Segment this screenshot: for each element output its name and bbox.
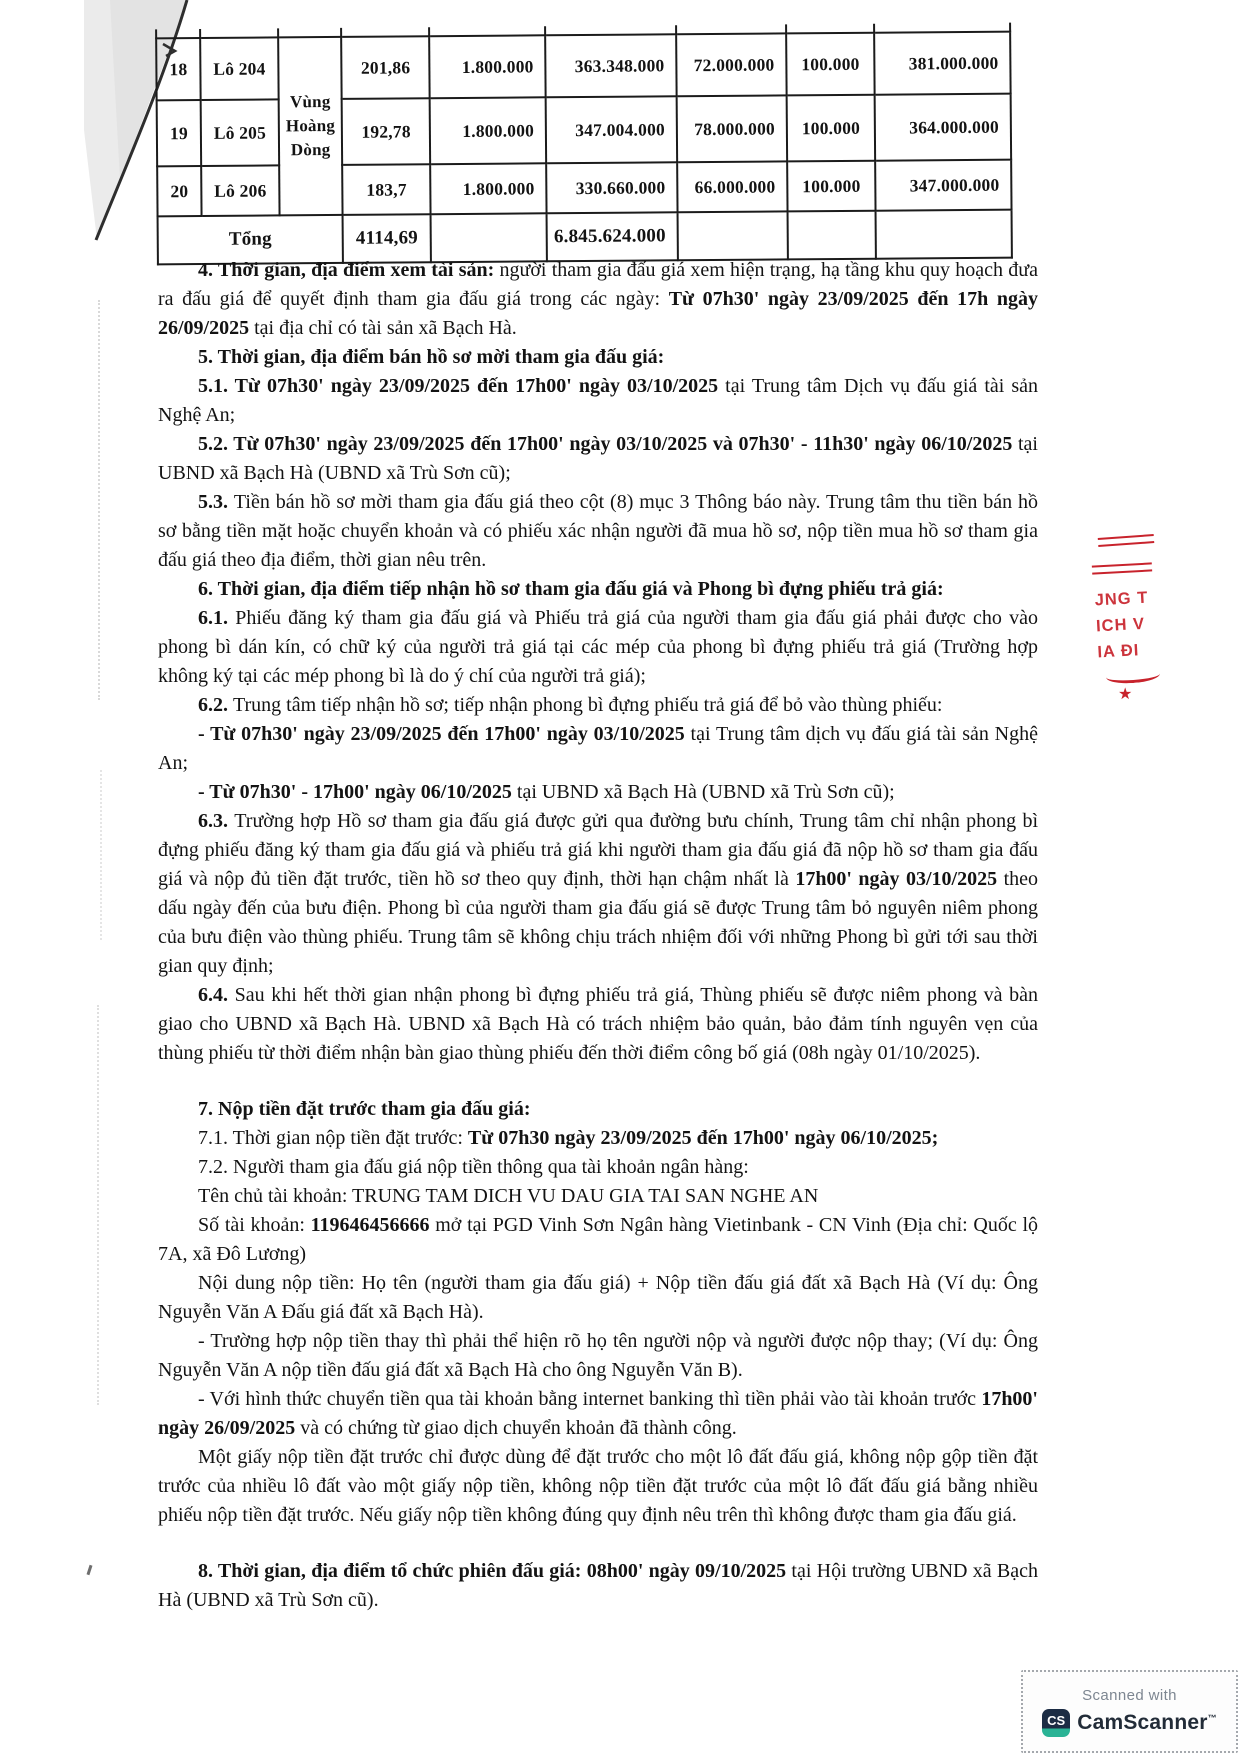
table-cell: 72.000.000	[676, 33, 786, 96]
paragraph	[158, 1443, 1038, 1530]
text-segment: 6.4.	[198, 984, 235, 1006]
paragraph	[158, 575, 1038, 604]
paragraph	[158, 720, 1038, 778]
table-cell: 6.845.624.000	[547, 212, 678, 261]
table-cell: 78.000.000	[677, 95, 788, 162]
text-segment: Tiền bán hồ sơ mời tham gia đấu giá theo cột (8) mục 3 Thông báo này. Trung tâm thu tiền bán hồ sơ bằng tiền mặt hoặc chuyển khoản và có phiếu xác nhận người đã mua hồ sơ, nộp tiền mua hồ sơ tham gia đấu giá theo địa điểm, thời gian nêu trên.	[158, 491, 1039, 571]
text-segment: Một giấy nộp tiền đặt trước chỉ được dùng để đặt trước cho một lô đất đấu giá, không nộp gộp tiền đặt trước của nhiều lô đất vào một giấy nộp tiền, không nộp tiền đặt trước của một lô đất đấu giá bằng nhiều phiếu nộp tiền đặt trước. Nếu giấy nộp tiền không đúng quy định nêu trên thì không được tham gia đấu giá.	[158, 1446, 1038, 1526]
table-cell: 201,86	[341, 36, 429, 99]
red-curve-mark	[1106, 666, 1161, 685]
paragraph	[158, 981, 1038, 1068]
camscanner-badge	[1021, 1670, 1238, 1753]
table-cell: 19	[157, 100, 202, 166]
table-cell: 18	[156, 38, 200, 100]
paragraph	[158, 691, 1038, 720]
table-cell	[156, 29, 200, 38]
table-cell: 347.000.000	[875, 160, 1011, 211]
table-cell: 1.800.000	[430, 97, 547, 164]
table-cell: 363.348.000	[545, 34, 676, 97]
red-underline-mark	[1092, 562, 1152, 574]
table-cell: 1.800.000	[430, 163, 546, 214]
text-segment: Từ 07h30 ngày 23/09/2025 đến 17h00' ngày 06/10/2025;	[467, 1127, 939, 1149]
text-segment: 5.3.	[198, 491, 234, 513]
paragraph	[158, 1124, 1038, 1153]
text-segment: Từ 07h30' ngày 23/09/2025 đến 17h ngày 26/09/2025	[158, 288, 1038, 339]
red-star-mark: ★	[1118, 686, 1133, 703]
paragraph	[158, 488, 1038, 575]
text-segment: theo dấu ngày đến của bưu điện. Phong bì của người tham gia đấu giá sẽ được Trung tâm bỏ nguyên niêm phong của bưu điện vào thùng phiếu. Trung tâm sẽ không chịu trách nhiệm đối với những Phong bì gửi tới sau thời gian quy định;	[158, 868, 1038, 977]
text-segment: tại Trung tâm Dịch vụ đấu giá tài sản Nghệ An;	[158, 375, 1039, 426]
text-segment: Phiếu đăng ký tham gia đấu giá và Phiếu trả giá của người tham gia đấu giá phải được cho vào phong bì dán kín, có chữ ký của người trả giá tại các mép của phong bì đựng phiếu trả giá (Trường hợp không ký tại các mép phong bì là do ý chí của người trả giá);	[158, 607, 1039, 687]
text-segment: 4. Thời gian, địa điểm xem tài sản:	[198, 259, 500, 281]
text-segment: Tên chủ tài khoản: TRUNG TAM DICH VU DAU GIA TAI SAN NGHE AN	[198, 1185, 819, 1207]
table-cell: 183,7	[342, 164, 430, 215]
scan-artifact-line	[97, 1005, 99, 1405]
text-segment: - Từ 07h30' ngày 23/09/2025 đến 17h00' ngày 03/10/2025	[198, 723, 691, 745]
red-stamp-text-line: ICH V	[1095, 614, 1146, 636]
text-segment: 08h00' ngày 09/10/2025	[586, 1560, 792, 1582]
table-cell: 100.000	[787, 161, 875, 212]
text-segment: 5. Thời gian, địa điểm bán hồ sơ mời tham gia đấu giá:	[198, 346, 665, 368]
text-segment: Trung tâm tiếp nhận hồ sơ; tiếp nhận phong bì đựng phiếu trả giá để bỏ vào thùng phiếu:	[233, 694, 943, 716]
paragraph	[158, 1557, 1038, 1615]
text-segment: 119646456666	[310, 1214, 430, 1236]
table-cell	[678, 211, 788, 260]
paragraph	[158, 1182, 1038, 1211]
scan-artifact-line	[100, 770, 102, 940]
table-cell: Lô 204	[200, 37, 278, 100]
table-cell: Vùng Hoàng Dòng	[278, 37, 343, 215]
table-cell: Tổng	[158, 215, 344, 264]
document-body	[158, 256, 1038, 1615]
text-segment: 7.2. Người tham gia đấu giá nộp tiền thông qua tài khoản ngân hàng:	[198, 1156, 749, 1178]
trademark-symbol: ™	[1207, 1712, 1217, 1723]
table-cell: 192,78	[342, 98, 431, 165]
red-stamp-text-line: JNG T	[1094, 588, 1149, 610]
table-cell	[876, 210, 1012, 259]
text-segment: tại địa chỉ có tài sản xã Bạch Hà.	[254, 317, 517, 339]
auction-lots-table	[155, 23, 1013, 266]
table-cell	[788, 211, 876, 260]
table-cell: Lô 206	[201, 165, 279, 216]
paragraph	[158, 604, 1038, 691]
text-segment: Nội dung nộp tiền: Họ tên (người tham gia đấu giá) + Nộp tiền đấu giá đất xã Bạch Hà (Ví dụ: Ông Nguyễn Văn A Đấu giá đất xã Bạch Hà).	[158, 1272, 1038, 1323]
red-underline-mark	[1098, 534, 1154, 547]
paragraph	[158, 807, 1038, 981]
text-segment: Số tài khoản:	[198, 1214, 311, 1236]
text-segment: - Trường hợp nộp tiền thay thì phải thể hiện rõ họ tên người nộp và người được nộp thay; (Ví dụ: Ông Nguyễn Văn A nộp tiền đấu giá đất xã Bạch Hà cho ông Nguyễn Văn B).	[158, 1330, 1038, 1381]
auction-lots-table-wrap	[155, 23, 1013, 266]
table-cell	[431, 213, 547, 262]
text-segment: 7. Nộp tiền đặt trước tham gia đấu giá:	[198, 1098, 531, 1120]
table-cell: 381.000.000	[874, 32, 1010, 95]
text-segment: 17h00' ngày 26/09/2025	[158, 1388, 1038, 1439]
paragraph	[158, 1385, 1038, 1443]
table-cell	[278, 28, 341, 37]
paragraph	[158, 343, 1038, 372]
table-cell: 20	[157, 166, 201, 216]
camscanner-scanned-with-label: Scanned with	[1082, 1686, 1177, 1704]
paragraph	[158, 1211, 1038, 1269]
table-cell: 330.660.000	[546, 162, 677, 213]
text-segment: - Với hình thức chuyển tiền qua tài khoản bằng internet banking thì tiền phải vào tài khoản trước	[198, 1388, 982, 1410]
text-segment: 5.2. Từ 07h30' ngày 23/09/2025 đến 17h00' ngày 03/10/2025 và 07h30' - 11h30' ngày 06/10/2025	[198, 433, 1018, 455]
text-segment: 6.3.	[198, 810, 235, 832]
table-cell: 4114,69	[343, 214, 431, 263]
text-segment: 6.2.	[198, 694, 233, 716]
red-stamp-fragment	[1094, 581, 1228, 666]
text-segment: 8. Thời gian, địa điểm tổ chức phiên đấu giá:	[198, 1560, 587, 1582]
text-segment: 6.1.	[198, 607, 236, 629]
camscanner-logo-icon: CS	[1042, 1709, 1070, 1737]
table-cell: 66.000.000	[677, 161, 787, 212]
table-cell: 364.000.000	[875, 94, 1012, 161]
table-cell: 347.004.000	[546, 96, 677, 163]
paragraph	[158, 1269, 1038, 1327]
scan-artifact-line	[98, 300, 100, 700]
red-stamp-text-line: IA ĐI	[1096, 641, 1140, 662]
text-segment: 7.1. Thời gian nộp tiền đặt trước:	[198, 1127, 468, 1149]
table-cell: 100.000	[786, 33, 874, 96]
text-segment: người tham gia đấu giá xem hiện trạng, hạ tầng khu quy hoạch đưa ra đấu giá để quyết định tham gia đấu giá trong các ngày:	[158, 259, 1038, 310]
table-cell: Lô 205	[201, 99, 280, 166]
paragraph	[158, 372, 1038, 430]
paragraph	[158, 1153, 1038, 1182]
text-segment: 5.1. Từ 07h30' ngày 23/09/2025 đến 17h00' ngày 03/10/2025	[198, 375, 726, 397]
paragraph	[158, 1327, 1038, 1385]
paragraph	[158, 256, 1038, 343]
text-segment: tại Trung tâm dịch vụ đấu giá tài sản Nghệ An;	[158, 723, 1038, 774]
text-segment: mở tại PGD Vinh Sơn Ngân hàng Vietinbank - CN Vinh (Địa chỉ: Quốc lộ 7A, xã Đô Lương)	[158, 1214, 1039, 1265]
text-segment: và có chứng từ giao dịch chuyển khoản đã thành công.	[300, 1417, 737, 1439]
paragraph	[158, 1095, 1038, 1124]
table-row	[156, 32, 1011, 101]
text-segment: - Từ 07h30' - 17h00' ngày 06/10/2025	[198, 781, 517, 803]
camscanner-brand-label: CamScanner™	[1077, 1710, 1217, 1734]
text-segment: Sau khi hết thời gian nhận phong bì đựng phiếu trả giá, Thùng phiếu sẽ được niêm phong và bàn giao cho UBND xã Bạch Hà. UBND xã Bạch Hà có trách nhiệm bảo quản, bảo đảm tính nguyên vẹn của thùng phiếu từ thời điểm nhận bàn giao thùng phiếu đến thời điểm công bố giá (08h ngày 01/10/2025).	[158, 984, 1038, 1064]
table-cell: 1.800.000	[429, 35, 545, 98]
text-segment: tại UBND xã Bạch Hà (UBND xã Trù Sơn cũ);	[158, 433, 1038, 484]
table-cell: 100.000	[787, 95, 876, 162]
scan-artifact-speck	[87, 1565, 93, 1575]
text-segment: 6. Thời gian, địa điểm tiếp nhận hồ sơ tham gia đấu giá và Phong bì đựng phiếu trả giá:	[198, 578, 944, 600]
text-segment: Trường hợp Hồ sơ tham gia đấu giá được gửi qua đường bưu chính, Trung tâm chỉ nhận phong bì đựng phiếu đăng ký tham gia đấu giá và phiếu trả giá khi người tham gia đấu giá đã nộp hồ sơ tham gia đấu giá và nộp đủ tiền đặt trước, tiền hồ sơ theo quy định, thời hạn chậm nhất là	[158, 810, 1039, 890]
paragraph	[158, 430, 1038, 488]
text-segment: tại UBND xã Bạch Hà (UBND xã Trù Sơn cũ);	[516, 781, 895, 803]
text-segment: 17h00' ngày 03/10/2025	[795, 868, 1004, 890]
paragraph	[158, 778, 1038, 807]
text-segment: tại Hội trường UBND xã Bạch Hà (UBND xã Trù Sơn cũ).	[158, 1560, 1038, 1611]
